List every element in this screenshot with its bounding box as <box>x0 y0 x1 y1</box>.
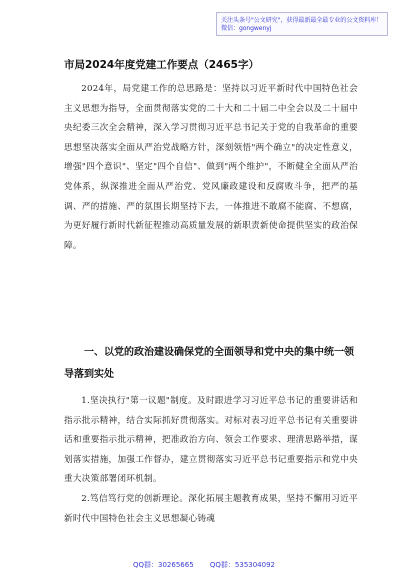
section-heading-text: 一、以党的政治建设确保党的全面领导和党中央的集中统一领导落到实处 <box>64 347 354 380</box>
intro-body <box>64 80 358 256</box>
section-heading <box>64 342 358 386</box>
section-items <box>64 392 358 529</box>
document-title: 市局2024年度党建工作要点（2465字） <box>64 59 259 71</box>
promo-banner: 关注头条号"公文研究"，获得最新最全最专业的公文资料库！ 微信：gongwenyj <box>216 12 388 36</box>
qq-group-2: QQ群：535304092 <box>209 561 275 569</box>
intro-paragraph: 2024年，局党建工作的总思路是：坚持以习近平新时代中国特色社会主义思想为指导，全面贯彻落实党的二十大和二十届二中全会以及二十届中央纪委三次全会精神，深入学习贯彻习近平总书记关于党的自我革命的重要思想坚决落实全面从严治党战略方针，深刻领悟"两个确立"的决定性意义，增强"四个意识"、坚定"四个自信"、做到"两个维护"，不断健全全面从严治党体系，纵深推进全面从严治党、党风廉政建设和反腐败斗争，把严的基调、严的措施、严的氛围长期坚持下去，一体推进不敢腐不能腐、不想腐，为更好履行新时代新征程推动高质量发展的新职责新使命提供坚实的政治保障。 <box>64 84 358 251</box>
footer-contacts <box>0 560 408 570</box>
item-paragraph-1: 1.坚决执行"第一议题"制度。及时跟进学习习近平总书记的重要讲话和指示批示精神，结合实际抓好贯彻落实。对标对表习近平总书记有关重要讲话和重要指示批示精神，把准政治方向、领会工作要求、理清思路举措，谋划落实措施，加强工作督办，建立贯彻落实习近平总书记重要指示和党中央重大决策部署闭环机制。 <box>64 396 358 485</box>
qq-group-1: QQ群：30265665 <box>133 561 194 569</box>
item-paragraph-2: 2.笃信笃行党的创新理论。深化拓展主题教育成果，坚持不懈用习近平新时代中国特色社会主义思想凝心铸魂 <box>64 493 358 524</box>
